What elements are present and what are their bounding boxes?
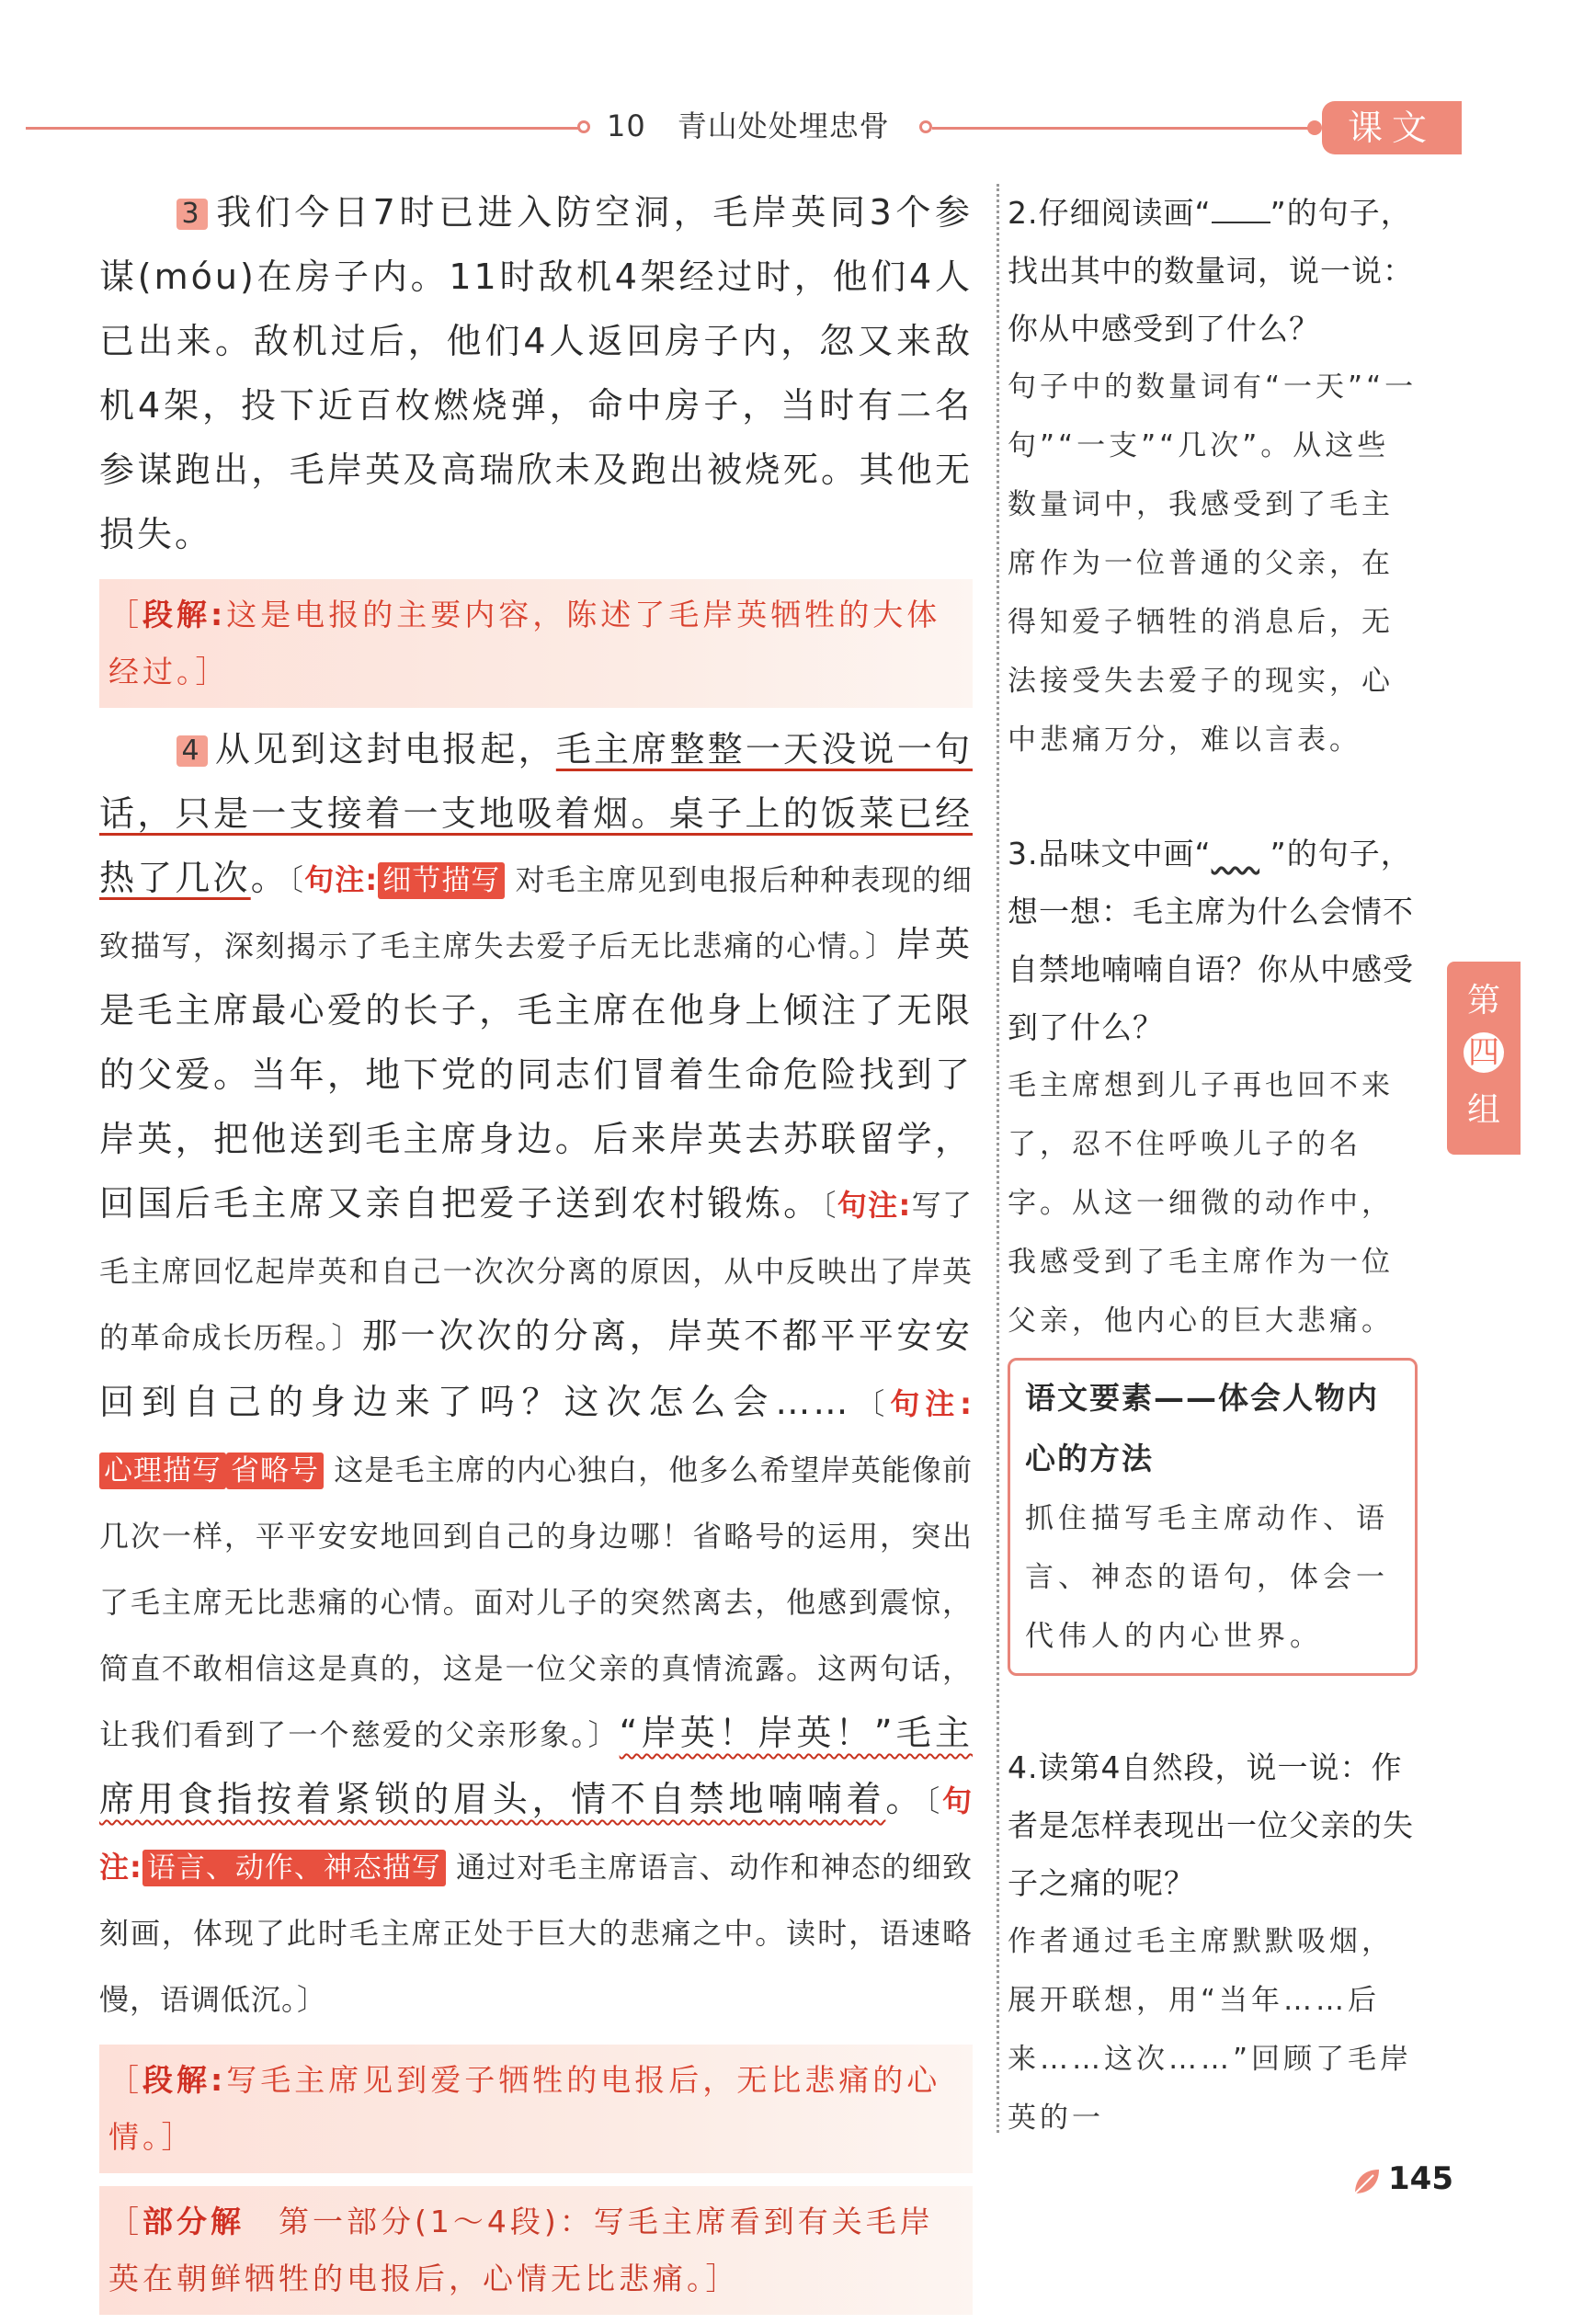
sentence-note-3: 〔句注:心理描写 省略号 这是毛主席的内心独白，他多么希望岸英能像前几次一样，平平安安地回到自己的身边哪！省略号的运用，突出了毛主席无比悲痛的心情。面对儿子的突然离去，他感到震惊，简直不敢相信这是真的，这是一位父亲的真情流露。这两句话，让我们看到了一个慈爱的父亲形象。〕 (99, 1386, 973, 1752)
p4-sentence-5: 那一次次的分离，岸英不都平平安安回到自己的身边来了吗？这次怎么会…… (99, 1316, 973, 1422)
header-rule-left (26, 127, 581, 130)
p4-sentence-4: 岸英是毛主席最心爱的长子，毛主席在他身上倾注了无限的父爱。当年，地下党的同志们冒着生命危险找到了岸英，把他送到毛主席身边。后来岸英去苏联留学，回国后毛主席又亲自把爱子送到农村锻炼。 (99, 924, 973, 1224)
wavy-blank (1212, 825, 1270, 883)
question-3 (1008, 825, 1418, 1056)
note-tag: 心理描写 (99, 1452, 226, 1489)
p4-wavy-sentence: “岸英！岸英！”毛主席用食指按着紧锁的眉头，情不自禁地喃喃着 (99, 1713, 973, 1819)
header-rule-right (932, 127, 1318, 130)
analysis-text: 这是电报的主要内容，陈述了毛岸英牺牲的大体经过。 (108, 597, 941, 689)
question-text: 2.仔细阅读画“ (1008, 195, 1212, 231)
note-tag: 省略号 (226, 1452, 324, 1489)
box-title: 语文要素——体会人物内心的方法 (1025, 1380, 1379, 1476)
paragraph-analysis-2: ［段解:写毛主席见到爱子牺牲的电报后，无比悲痛的心情。］ (99, 2045, 973, 2173)
question-text: ”的句子，找出其中的数量词，说一说：你从中感受到了什么？ (1008, 195, 1414, 347)
note-label: 句注: (837, 1188, 912, 1223)
question-text: ”的句子，想一想：毛主席为什么会情不自禁地喃喃自语？你从中感受到了什么？ (1008, 836, 1414, 1045)
p4-period-1: 。 (250, 858, 289, 898)
page-number-badge (1351, 2159, 1471, 2204)
paragraph-4 (99, 717, 973, 2032)
sentence-note-2: 〔句注:写了毛主席回忆起岸英和自己一次次分离的原因，从中反映出了岸英的革命成长历程。〕 (99, 1188, 973, 1355)
underline-blank (1212, 222, 1270, 223)
question-4: 4.读第4自然段，说一说：作者是怎样表现出一位父亲的失子之痛的呢？ (1008, 1749, 1414, 1901)
paragraph-3 (99, 180, 973, 566)
sentence-note-1: 〔句注: 细节描写 对毛主席见到电报后种种表现的细致描写，深刻揭示了毛主席失去爱子后无比悲痛的心情。〕 (99, 862, 973, 963)
section-tab: 课文 (1322, 101, 1462, 154)
header-rule-dot-left (577, 120, 590, 133)
part-analysis-text: 第一部分(1～4段)：写毛主席看到有关毛岸英在朝鲜牺牲的电报后，心情无比悲痛。 (108, 2204, 934, 2296)
lesson-number: 10 (607, 108, 646, 143)
analysis-text: 写毛主席见到爱子牺牲的电报后，无比悲痛的心情。 (108, 2062, 941, 2155)
analysis-label: 段解: (142, 597, 227, 632)
answer-3: 毛主席想到儿子再也回不来了，忍不住呼唤儿子的名字。从这一细微的动作中，我感受到了毛主席作为一位父亲，他内心的巨大悲痛。 (1008, 1069, 1394, 1338)
language-element-box (1008, 1358, 1418, 1676)
question-2 (1008, 184, 1418, 358)
note-tag: 语言、动作、神态描写 (142, 1850, 446, 1886)
note-text: 对毛主席见到电报后种种表现的细致描写，深刻揭示了毛主席失去爱子后无比悲痛的心情。 (99, 862, 973, 963)
lesson-heading (607, 103, 890, 145)
p4-sentence-1: 从见到这封电报起， (214, 729, 556, 769)
analysis-label: 段解: (142, 2062, 227, 2098)
note-label: 句注: (890, 1386, 973, 1421)
header-rule-dot-right (919, 120, 932, 133)
part-analysis-label: 部分解 (142, 2204, 245, 2239)
paragraph-3-text: 我们今日7时已进入防空洞，毛岸英同3个参谋(móu)在房子内。11时敌机4架经过时，他们4人已出来。敌机过后，他们4人返回房子内，忽又来敌机4架，投下近百枚燃烧弹，命中房子，当时有二名参谋跑出，毛岸英及高瑞欣未及跑出被烧死。其他无损失。 (99, 192, 973, 554)
column-divider (997, 184, 999, 2133)
paragraph-number: 3 (177, 199, 208, 230)
spacer (1008, 1683, 1418, 1738)
leaf-icon (1351, 2166, 1383, 2197)
question-text: 3.品味文中画“ (1008, 836, 1212, 872)
answer-4: 作者通过毛主席默默吸烟，展开联想，用“当年……后来……这次……”回顾了毛岸英的一 (1008, 1925, 1413, 2135)
side-column (1008, 184, 1418, 2147)
unit-tab-text: 组 (1466, 1091, 1500, 1129)
answer-2: 句子中的数量词有“一天”“一句”“一支”“几次”。从这些数量词中，我感受到了毛主席作为一位普通的父亲，在得知爱子牺牲的消息后，无法接受失去爱子的现实，心中悲痛万分，难以言表。 (1008, 370, 1418, 757)
note-text: 写了毛主席回忆起岸英和自己一次次分离的原因，从中反映出了岸英的革命成长历程。 (99, 1188, 973, 1355)
p4-period-2: 。 (885, 1779, 926, 1819)
paragraph-number: 4 (177, 735, 208, 767)
main-column (99, 180, 973, 2324)
unit-tab (1447, 962, 1521, 1155)
unit-tab-text: 第 (1466, 982, 1500, 1020)
note-text: 通过对毛主席语言、动作和神态的细致刻画，体现了此时毛主席正处于巨大的悲痛之中。读时，语速略慢，语调低沉。 (99, 1850, 973, 2017)
note-label: 句注: (99, 1783, 973, 1885)
note-label: 句注: (304, 862, 379, 897)
spacer (1008, 769, 1418, 825)
part-analysis: ［部分解 第一部分(1～4段)：写毛主席看到有关毛岸英在朝鲜牺牲的电报后，心情无比悲痛。］ (99, 2186, 973, 2315)
sentence-note-4: 〔句注: 语言、动作、神态描写 通过对毛主席语言、动作和神态的细致刻画，体现了此时毛主席正处于巨大的悲痛之中。读时，语速略慢，语调低沉。〕 (99, 1783, 973, 2017)
note-text: 这是毛主席的内心独白，他多么希望岸英能像前几次一样，平平安安地回到自己的身边哪！省略号的运用，突出了毛主席无比悲痛的心情。面对儿子的突然离去，他感到震惊，简直不敢相信这是真的，这是一位父亲的真情流露。这两句话，让我们看到了一个慈爱的父亲形象。 (99, 1452, 973, 1752)
p4-underlined-sentence: 毛主席整整一天没说一句话，只是一支接着一支地吸着烟。桌子上的饭菜已经热了几次 (99, 729, 973, 898)
lesson-title: 青山处处埋忠骨 (677, 108, 890, 143)
paragraph-analysis-1: ［段解:这是电报的主要内容，陈述了毛岸英牺牲的大体经过。］ (99, 579, 973, 708)
page-number: 145 (1388, 2160, 1453, 2197)
box-body: 抓住描写毛主席动作、语言、神态的语句，体会一代伟人的内心世界。 (1025, 1502, 1389, 1653)
unit-tab-number: 四 (1464, 1032, 1504, 1073)
note-tag: 细节描写 (378, 862, 505, 899)
